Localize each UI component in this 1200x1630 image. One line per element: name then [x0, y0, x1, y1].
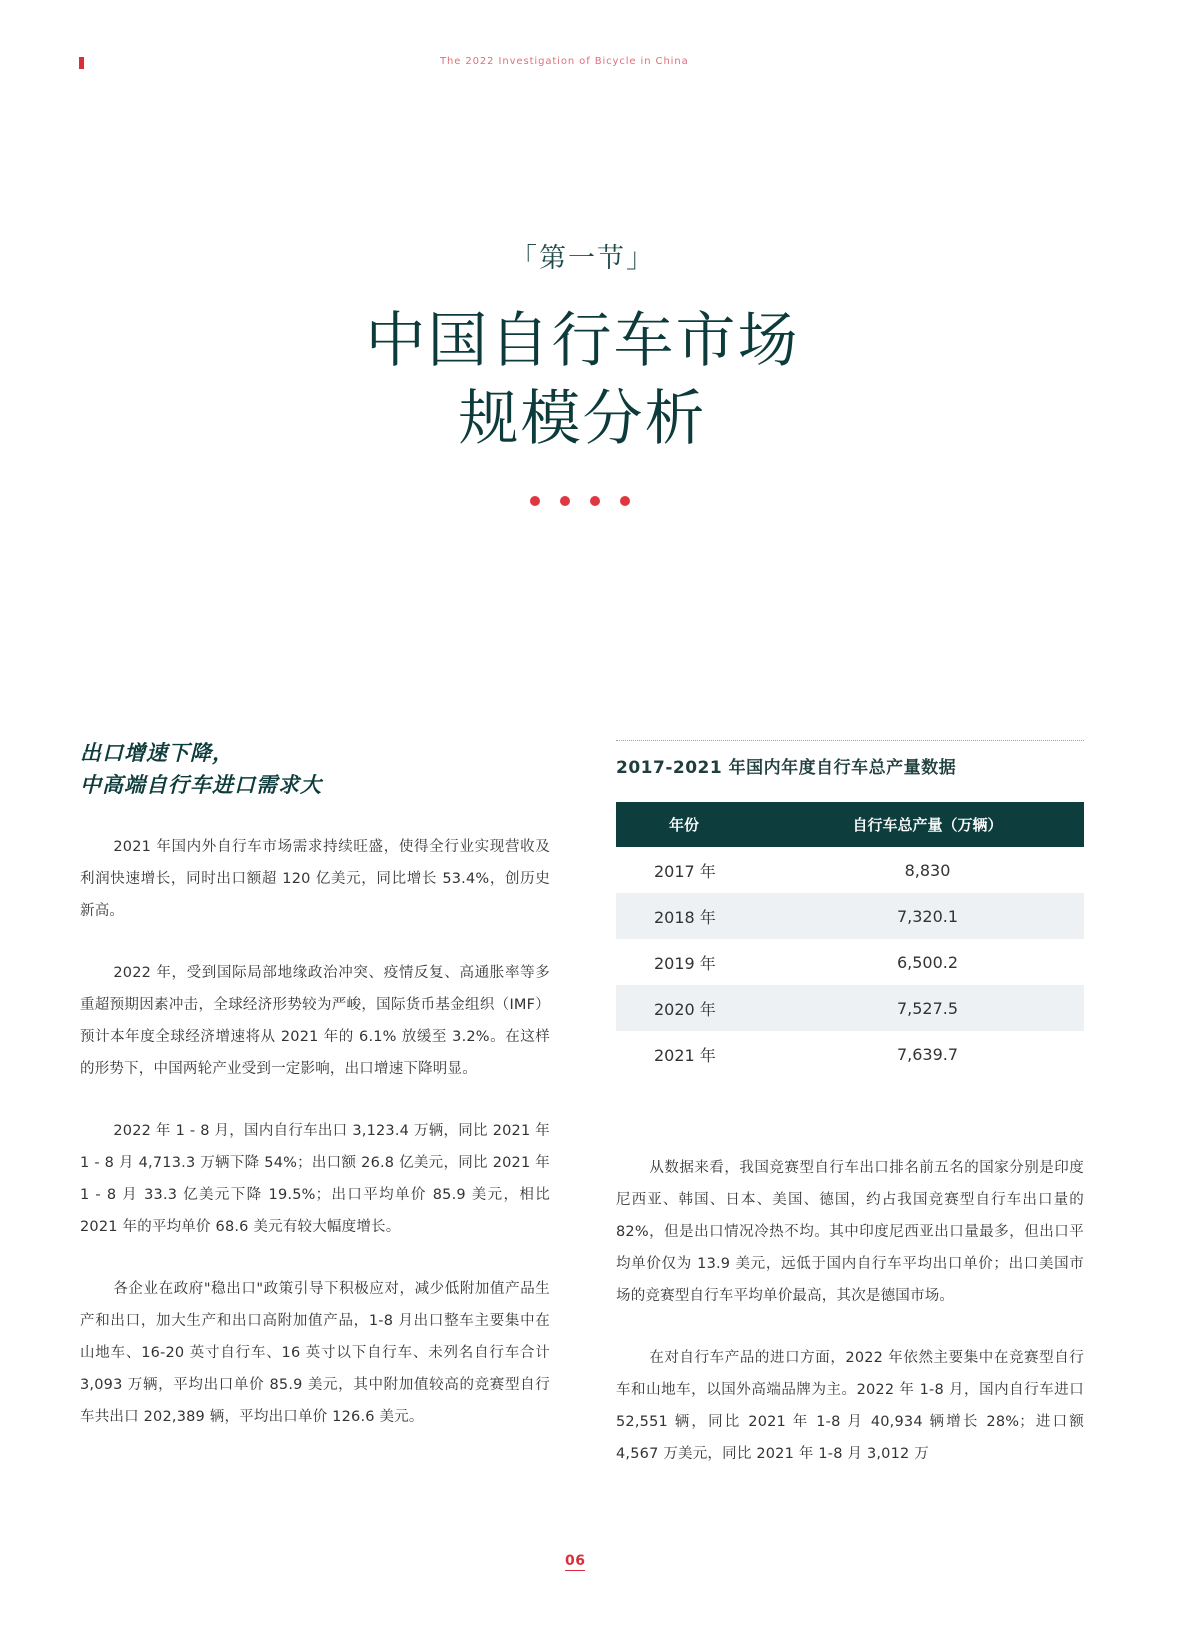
cell-output: 7,527.5 [809, 985, 1084, 1031]
paragraph: 2022 年，受到国际局部地缘政治冲突、疫情反复、高通胀率等多重超预期因素冲击，全球经济形势较为严峻，国际货币基金组织（IMF）预计本年度全球经济增速将从 2021 年的 6.1% 放缓至 3.2%。在这样的形势下，中国两轮产业受到一定影响，出口增速下降明显。 [80, 965, 550, 1077]
column-header-year: 年份 [616, 802, 809, 847]
column-header-output: 自行车总产量（万辆） [809, 802, 1084, 847]
table-row [616, 1031, 1084, 1077]
dot-icon [560, 496, 570, 506]
cell-output: 7,639.7 [896, 1044, 959, 1064]
page-title-line-2: 规模分析 [458, 384, 707, 454]
production-table-block [616, 740, 1084, 1077]
decorative-dots [530, 496, 630, 506]
header-marker [79, 57, 84, 69]
dot-icon [530, 496, 540, 506]
cell-year: 2021 年 [654, 1045, 716, 1065]
cell-year: 2018 年 [616, 893, 809, 939]
paragraph: 2022 年 1 - 8 月，国内自行车出口 3,123.4 万辆，同比 2021 年 1 - 8 月 4,713.3 万辆下降 54%；出口额 26.8 亿美元，同比 2021 年 1 - 8 月 33.3 亿美元下降 19.5%；出口平均单价 85.9 美元，相比 2021 年的平均单价 68.6 美元有较大幅度增长。 [80, 1123, 550, 1235]
page-number: 06 [565, 1553, 586, 1569]
table-row [616, 985, 1084, 1031]
table-header-row [616, 802, 1084, 847]
dot-icon [620, 496, 630, 506]
section-label: 「第一节」 [510, 243, 655, 274]
production-table [616, 802, 1084, 1077]
cell-year: 2020 年 [616, 985, 809, 1031]
running-header: The 2022 Investigation of Bicycle in China [440, 56, 689, 67]
cell-year: 2019 年 [654, 953, 716, 973]
cell-output: 7,320.1 [809, 893, 1084, 939]
left-column [80, 737, 550, 1463]
cell-output: 6,500.2 [896, 952, 959, 972]
paragraph: 各企业在政府"稳出口"政策引导下积极应对，减少低附加值产品生产和出口，加大生产和出口高附加值产品，1-8 月出口整车主要集中在山地车、16-20 英寸自行车、16 英寸以下自行车、未列名自行车合计 3,093 万辆，平均出口单价 85.9 美元，其中附加值较高的竞赛型自行车共出口 202,389 辆，平均出口单价 126.6 美元。 [80, 1281, 550, 1425]
page-title [0, 302, 1165, 458]
paragraph: 从数据来看，我国竞赛型自行车出口排名前五名的国家分别是印度尼西亚、韩国、日本、美国、德国，约占我国竞赛型自行车出口量的 82%，但是出口情况冷热不均。其中印度尼西亚出口量最多，但出口平均单价仅为 13.9 美元，远低于国内自行车平均出口单价；出口美国市场的竞赛型自行车平均单价最高，其次是德国市场。 [616, 1160, 1084, 1304]
cell-year: 2017 年 [654, 861, 716, 881]
table-row [616, 847, 1084, 893]
paragraph: 在对自行车产品的进口方面，2022 年依然主要集中在竞赛型自行车和山地车，以国外高端品牌为主。2022 年 1-8 月，国内自行车进口 52,551 辆，同比 2021 年 1-8 月 40,934 辆增长 28%；进口额 4,567 万美元，同比 2021 年 1-8 月 3,012 万 [616, 1350, 1084, 1462]
table-row [616, 939, 1084, 985]
cell-output: 8,830 [904, 860, 951, 880]
paragraph: 2021 年国内外自行车市场需求持续旺盛，使得全行业实现营收及利润快速增长，同时出口额超 120 亿美元，同比增长 53.4%，创历史新高。 [80, 839, 550, 919]
section-subheading [80, 737, 550, 801]
dot-icon [590, 496, 600, 506]
subheading-line-2: 中高端自行车进口需求大 [80, 773, 322, 797]
right-column-text [616, 1152, 1084, 1500]
subheading-line-1: 出口增速下降， [80, 741, 234, 765]
page-title-line-1: 中国自行车市场 [365, 306, 800, 376]
dotted-divider [616, 740, 1084, 741]
table-title: 2017-2021 年国内年度自行车总产量数据 [616, 758, 957, 778]
table-row [616, 893, 1084, 939]
